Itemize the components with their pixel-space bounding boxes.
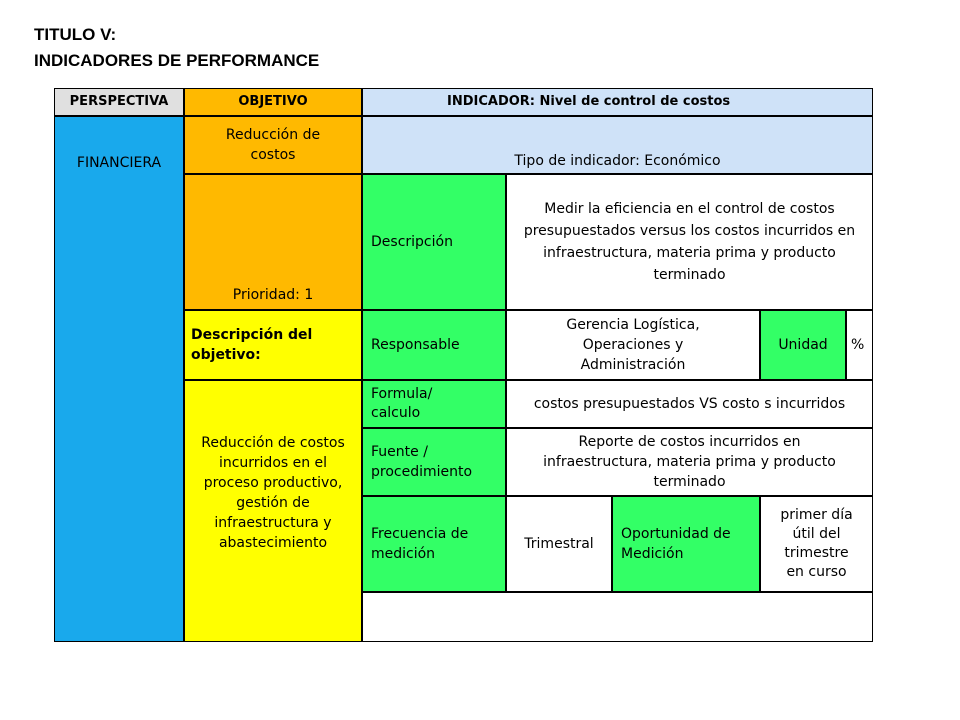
title-line-2: INDICADORES DE PERFORMANCE — [34, 51, 320, 70]
empty-row — [362, 592, 873, 642]
formula-value: costos presupuestados VS costo s incurridos — [506, 380, 873, 428]
descripcion-label: Descripción — [362, 174, 506, 310]
oportunidad-label: Oportunidad de Medición — [612, 496, 760, 592]
descripcion-value: Medir la eficiencia en el control de costos presupuestados versus los costos incurridos en infraestructura, materia prima y producto terminado — [506, 174, 873, 310]
fuente-label: Fuente / procedimiento — [362, 428, 506, 496]
formula-label: Formula/ calculo — [362, 380, 506, 428]
responsable-value: Gerencia Logística, Operaciones y Administración — [506, 310, 760, 380]
frecuencia-label: Frecuencia de medición — [362, 496, 506, 592]
document-title — [34, 22, 319, 74]
prioridad-value: Prioridad: 1 — [184, 174, 362, 310]
indicador-header: INDICADOR: Nivel de control de costos — [362, 88, 873, 116]
responsable-label: Responsable — [362, 310, 506, 380]
tipo-indicador: Tipo de indicador: Económico — [362, 116, 873, 174]
objetivo-value: Reducción de costos — [184, 116, 362, 174]
objetivo-header: OBJETIVO — [184, 88, 362, 116]
fuente-value: Reporte de costos incurridos en infraestructura, materia prima y producto terminado — [506, 428, 873, 496]
descripcion-objetivo-label: Descripción del objetivo: — [184, 310, 362, 380]
perspectiva-header: PERSPECTIVA — [54, 88, 184, 116]
objetivo-descripcion-text: Reducción de costos incurridos en el proceso productivo, gestión de infraestructura y abastecimiento — [184, 380, 362, 642]
title-line-1: TITULO V: — [34, 25, 117, 44]
unidad-label: Unidad — [760, 310, 846, 380]
oportunidad-value: primer día útil del trimestre en curso — [760, 496, 873, 592]
perspectiva-value: FINANCIERA — [54, 116, 184, 642]
frecuencia-value: Trimestral — [506, 496, 612, 592]
unidad-value: % — [846, 310, 873, 380]
